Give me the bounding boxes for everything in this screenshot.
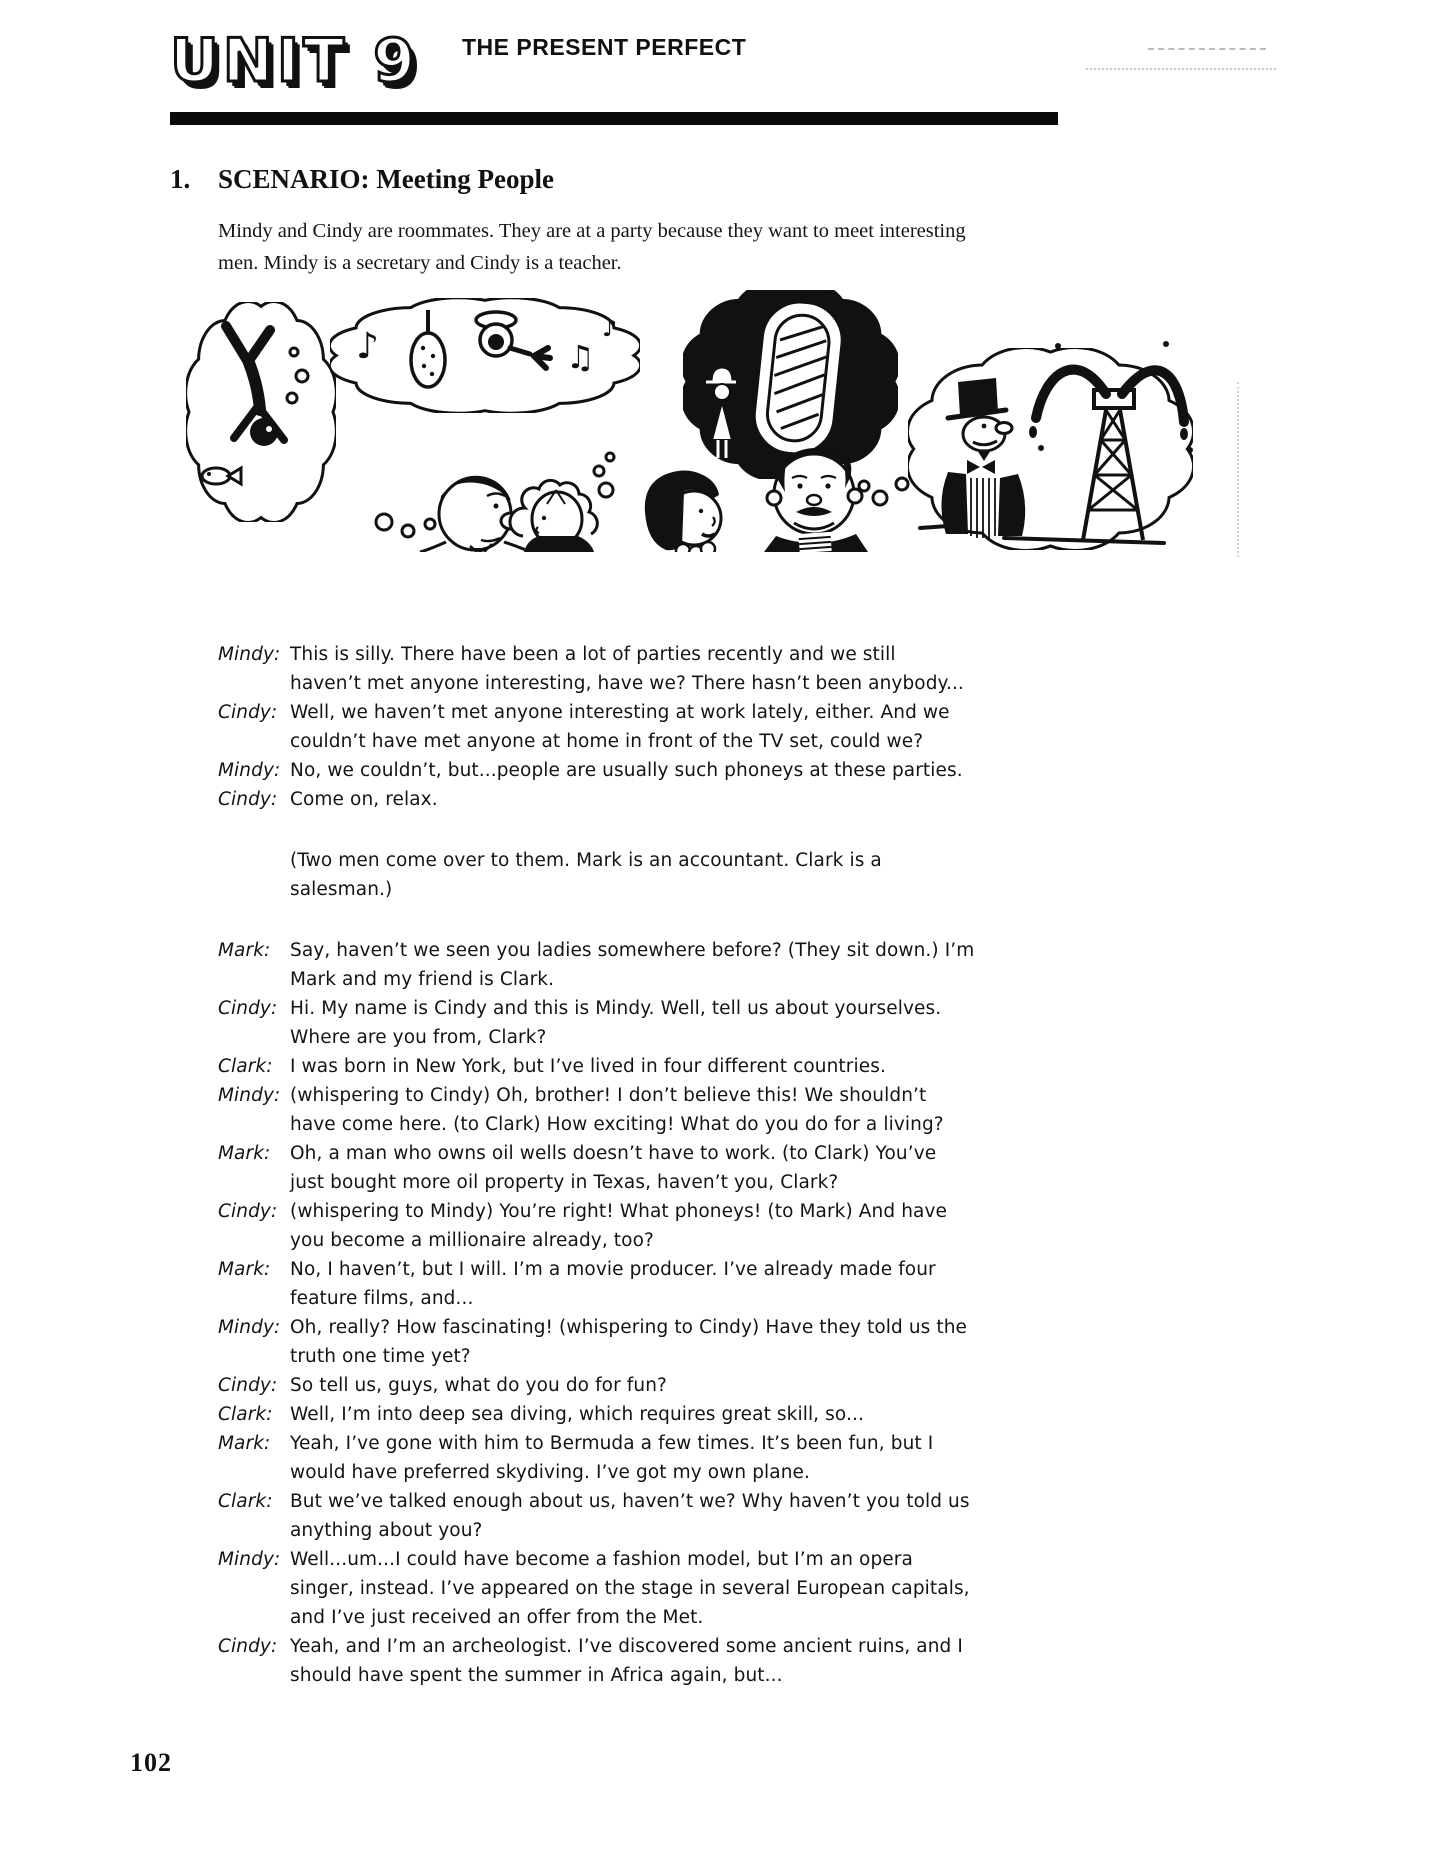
thought-bubble-mirror-icon [683, 290, 899, 479]
dialogue-text: But we’ve talked enough about us, haven’t we? Why haven’t you told us anything about you? [290, 1491, 970, 1541]
dialogue-text: Well...um...I could have become a fashion model, but I’m an opera singer, instead. I’ve appeared on the stage in several European capitals, and I’ve just received an offer from the Met. [290, 1549, 970, 1628]
intro-line: Mindy and Cindy are roommates. They are at a party because they want to meet interesting [218, 220, 966, 242]
dialogue-text: Yeah, I’ve gone with him to Bermuda a few times. It’s been fun, but I would have preferred skydiving. I’ve got my own plane. [290, 1433, 934, 1483]
dialogue-speaker: Cindy: [218, 702, 278, 723]
unit-logo: UNIT 9 [170, 26, 419, 96]
svg-text:♫: ♫ [566, 338, 595, 376]
svg-text:♪: ♪ [602, 314, 618, 342]
dialogue-turn [218, 1139, 1048, 1197]
dialogue-speaker: Cindy: [218, 1201, 278, 1222]
thought-trail [376, 514, 435, 537]
dialogue-speaker: Clark: [218, 1404, 273, 1425]
svg-text:♪: ♪ [356, 326, 379, 367]
dialogue-turn [218, 1400, 1048, 1429]
dialogue-speaker: Cindy: [218, 1375, 278, 1396]
intro-line: men. Mindy is a secretary and Cindy is a teacher. [218, 252, 622, 274]
dialogue-text: (whispering to Cindy) Oh, brother! I don’t believe this! We shouldn’t have come here. (to Clark) How exciting! What do you do for a living? [290, 1085, 944, 1135]
dialogue-text: No, we couldn’t, but...people are usually such phoneys at these parties. [290, 760, 963, 781]
page-number: 102 [130, 1748, 172, 1777]
dialogue-text: Hi. My name is Cindy and this is Mindy. Well, tell us about yourselves. Where are you from, Clark? [290, 998, 942, 1048]
character-woman-curly-hair [510, 480, 597, 552]
thought-trail [859, 478, 908, 505]
dialogue-turn [218, 1197, 1048, 1255]
dialogue-turn [218, 1371, 1048, 1400]
dialogue-speaker: Cindy: [218, 789, 278, 810]
dialogue-speaker: Mindy: [218, 1317, 281, 1338]
dialogue-text: Oh, a man who owns oil wells doesn’t have to work. (to Clark) You’ve just bought more oil property in Texas, haven’t you, Clark? [290, 1143, 937, 1193]
dialogue-text: Say, haven’t we seen you ladies somewhere before? (They sit down.) I’m Mark and my friend is Clark. [290, 940, 975, 990]
dialogue-text: I was born in New York, but I’ve lived in four different countries. [290, 1056, 886, 1077]
dialogue-speaker: Cindy: [218, 998, 278, 1019]
character-woman-bob-hair [645, 471, 721, 553]
dialogue-speaker: Clark: [218, 1491, 273, 1512]
dialogue-speaker: Mindy: [218, 1085, 281, 1106]
dialogue-text: Well, I’m into deep sea diving, which requires great skill, so... [290, 1404, 864, 1425]
dialogue-speaker: Mark: [218, 1433, 271, 1454]
section-number: 1. [170, 164, 191, 194]
dialogue-turn [218, 1632, 1048, 1690]
dialogue-speaker: Cindy: [218, 1636, 278, 1657]
dialogue-text: (whispering to Mindy) You’re right! What phoneys! (to Mark) And have you become a millionaire already, too? [290, 1201, 947, 1251]
section-title: SCENARIO: Meeting People [218, 164, 554, 194]
dialogue-turn [218, 1545, 1048, 1632]
dialogue-speaker: Mark: [218, 1259, 271, 1280]
dialogue-turn [218, 936, 1048, 994]
dialogue-speaker: Mindy: [218, 760, 281, 781]
dialogue-turn [218, 1429, 1048, 1487]
intro-paragraph [218, 215, 1028, 279]
dialogue-text: Well, we haven’t met anyone interesting at work lately, either. And we couldn’t have met anyone at home in front of the TV set, could we? [290, 702, 950, 752]
dialogue-turn [218, 846, 1048, 904]
dialogue-turn [218, 1081, 1048, 1139]
scan-artifact [1148, 48, 1266, 50]
dialogue-turn [218, 1487, 1048, 1545]
dialogue-turn [218, 640, 1048, 698]
dialogue-speaker: Mark: [218, 1143, 271, 1164]
scan-artifact [1086, 68, 1276, 70]
dialogue-turn [218, 785, 1048, 814]
dialogue-speaker [218, 846, 290, 904]
character-man-mustache [764, 449, 868, 552]
section-heading [170, 164, 554, 195]
fish-icon [202, 468, 241, 484]
chapter-title: THE PRESENT PERFECT [462, 34, 747, 60]
dialogue-turn [218, 994, 1048, 1052]
dialogue-text: So tell us, guys, what do you do for fun? [290, 1375, 667, 1396]
dialogue-turn [218, 1313, 1048, 1371]
dialogue-turn [218, 1052, 1048, 1081]
scan-artifact [1237, 382, 1239, 557]
thought-bubble-music-icon [329, 298, 640, 413]
dialogue-text: Yeah, and I’m an archeologist. I’ve discovered some ancient ruins, and I should have spent the summer in Africa again, but... [290, 1636, 963, 1686]
dialogue-turn [218, 756, 1048, 785]
dialogue-text: Come on, relax. [290, 789, 438, 810]
dialogue-text: (Two men come over to them. Mark is an accountant. Clark is a salesman.) [290, 850, 882, 900]
dialogue-speaker: Mark: [218, 940, 271, 961]
dialogue [218, 640, 1048, 1690]
dialogue-turn [218, 698, 1048, 756]
dialogue-text: This is silly. There have been a lot of parties recently and we still haven’t met anyone interesting, have we? There hasn’t been anybody... [290, 644, 964, 694]
dialogue-text: No, I haven’t, but I will. I’m a movie producer. I’ve already made four feature films, and... [290, 1259, 936, 1309]
thought-trail [594, 453, 614, 497]
thought-bubble-oilwell-icon [907, 341, 1193, 550]
dialogue-turn [218, 1255, 1048, 1313]
dialogue-speaker: Mindy: [218, 644, 281, 665]
dialogue-speaker: Clark: [218, 1056, 273, 1077]
dialogue-speaker: Mindy: [218, 1549, 281, 1570]
party-cartoon-illustration [178, 290, 1193, 552]
dialogue-text: Oh, really? How fascinating! (whispering to Cindy) Have they told us the truth one time yet? [290, 1317, 968, 1367]
header-rule [170, 112, 1058, 125]
thought-bubble-diver-icon [186, 302, 337, 523]
